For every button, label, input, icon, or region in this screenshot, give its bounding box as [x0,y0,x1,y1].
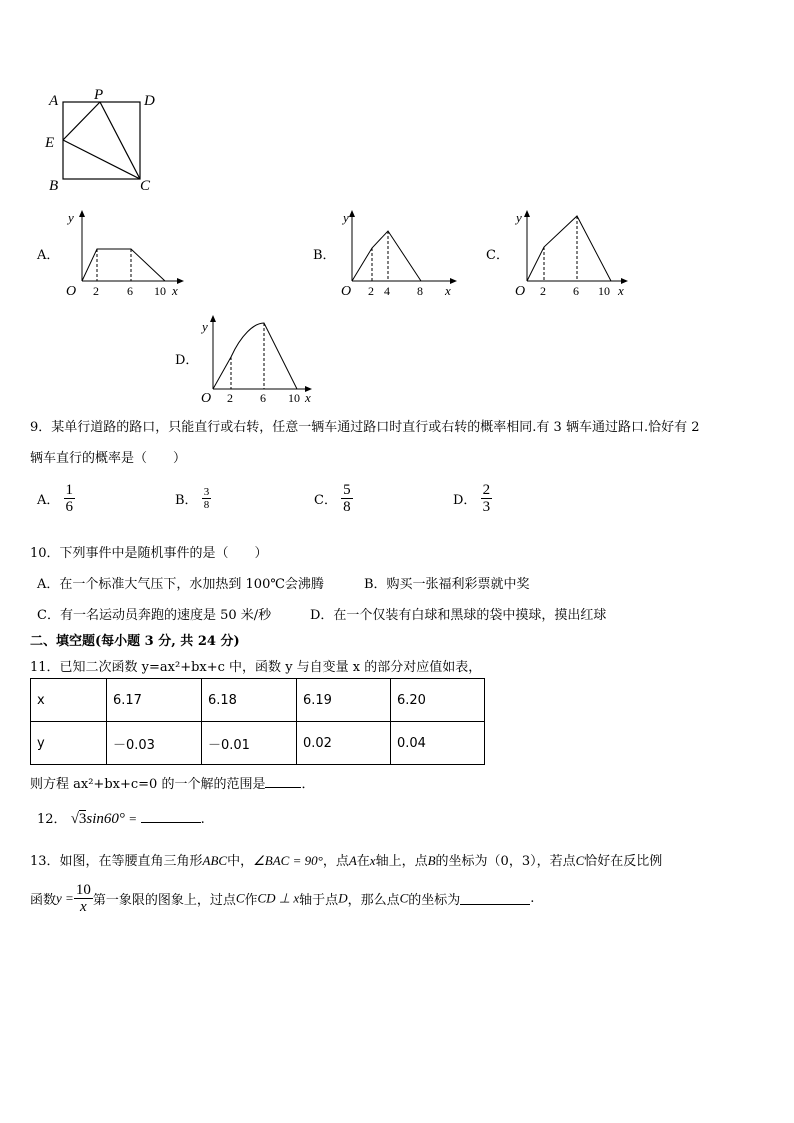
fraction-denominator: 6 [65,499,74,515]
q13-text: 第一象限的图象上，过点 [92,893,236,908]
tick-label: 6 [127,284,133,298]
tick-label: 6 [573,284,579,298]
q13-text: 轴于点 [299,893,339,908]
table-row [31,679,485,722]
tick-label: 2 [368,284,374,298]
tick-label: 2 [227,391,233,405]
sqrt-radicand: 3 [78,811,87,827]
graph-curve [213,323,297,389]
graph-line [527,216,611,281]
q9-line1: 9．某单行道路的路口，只能直行或右转，任意一辆车通过路口时直行或右转的概率相同.有 3 辆车通过路口.恰好有 2 [30,420,700,435]
math-perp: CD ⊥ x [257,890,300,906]
y-arrow [210,315,216,322]
fraction-denominator: x [79,899,87,915]
sqrt-expression: √3 [70,811,87,827]
math-point-b: B [427,853,436,868]
q13-line1 [30,850,662,869]
origin-label: O [201,391,212,405]
x-label: x [172,283,178,298]
option-c-label: C． [486,248,509,263]
q13-end: . [530,891,535,906]
option-label: C． [314,493,337,508]
values-table [30,678,485,765]
equals-sign: = [129,811,137,826]
table-cell: 6.18 [202,679,297,722]
fraction-numerator: 5 [343,482,351,498]
q13-text: 函数 [30,893,57,908]
table-cell: 6.20 [391,679,485,722]
fraction-denominator: 8 [203,499,210,511]
y-arrow [349,210,355,217]
q9-option-b [175,486,211,511]
fraction-numerator: 10 [75,882,91,898]
y-label: y [516,210,522,225]
tick-label: 8 [417,284,423,298]
math-x: x [369,853,376,868]
option-a-graph [62,208,192,300]
q10-stem: 10．下列事件中是随机事件的是（ ） [30,546,268,561]
q11-follow-text: 则方程 ax²+bx+c=0 的一个解的范围是 [30,777,266,792]
q13-text: 的坐标为 [408,893,461,908]
y-arrow [79,210,85,217]
option-a-label: A． [37,248,60,263]
math-y-eq: y = [56,890,74,906]
q13-text: ，那么点 [347,893,400,908]
option-b-label: B． [313,248,336,263]
answer-blank[interactable] [460,892,530,905]
math-point-c: C [235,890,245,906]
tick-label: 6 [260,391,266,405]
label-e: E [45,135,55,151]
label-c: C [140,178,151,194]
option-b-graph [335,208,465,300]
table-cell: －0.01 [202,722,297,765]
square-abcd [63,102,140,179]
fraction-numerator: 3 [203,486,210,498]
fraction-numerator: 1 [65,482,74,498]
segment-ec [63,140,140,179]
math-point-c: C [575,853,585,868]
square-figure [40,85,170,195]
math-point-d: D [338,890,348,906]
q13-text: 作 [244,893,258,908]
graph-line [352,231,421,281]
label-a: A [49,93,59,109]
q12-prefix: 12． [37,812,67,827]
table-cell: －0.03 [107,722,202,765]
q10-option-b: B．购买一张福利彩票就中奖 [364,577,530,592]
segment-ep [63,102,100,140]
segment-pc [100,102,140,179]
table-cell: 0.02 [297,722,391,765]
table-cell: x [31,679,107,722]
x-label: x [618,283,624,298]
label-p: P [94,87,104,103]
y-label: y [343,210,349,225]
fraction-denominator: 3 [482,499,491,515]
tick-label: 2 [540,284,546,298]
graph-line [82,249,165,281]
label-b: B [49,178,59,194]
section-title: 二、填空题(每小题 3 分, 共 24 分) [30,634,240,649]
tick-label: 10 [154,284,166,298]
q10-option-c: C．有一名运动员奔跑的速度是 50 米/秒 [37,608,272,623]
q13-text: 轴上，点 [375,854,428,869]
fraction-denominator: 8 [343,499,351,515]
q11-end: ． [301,777,315,792]
fraction-numerator: 2 [482,482,491,498]
math-angle: ∠BAC = 90° [253,853,323,868]
x-label: x [305,390,311,405]
q13-text: 13．如图，在等腰直角三角形 [30,854,203,869]
q9-option-a [37,482,75,515]
q9-line2: 辆车直行的概率是（ ） [30,451,187,466]
tick-label: 4 [384,284,390,298]
tick-label: 2 [93,284,99,298]
origin-label: O [515,284,526,299]
x-label: x [445,283,451,298]
q13-text: 在 [356,854,370,869]
math-point-c: C [399,890,409,906]
table-cell: 6.17 [107,679,202,722]
option-d-label: D． [175,353,199,368]
table-cell: y [31,722,107,765]
q10-option-a: A．在一个标准大气压下，水加热到 100℃会沸腾 [37,577,324,592]
option-label: B． [175,493,198,508]
q10-option-d: D．在一个仅装有白球和黑球的袋中摸球，摸出红球 [310,608,607,623]
q13-text: 中， [227,854,254,869]
q9-option-d [453,482,492,515]
q12-end: . [200,812,205,827]
origin-label: O [341,284,352,299]
table-cell: 6.19 [297,679,391,722]
trig-expression: sin60° [86,811,125,827]
q9-option-c [314,482,353,515]
origin-label: O [66,284,77,299]
q13-text: 的坐标为（0，3），若点 [435,854,576,869]
q11-stem: 11．已知二次函数 y=ax²+bx+c 中，函数 y 与自变量 x 的部分对应值如表， [30,660,482,675]
tick-label: 10 [598,284,610,298]
q13-text: 恰好在反比例 [584,854,663,869]
table-row [31,722,485,765]
x-arrow [450,278,457,284]
y-label: y [68,210,74,225]
table-cell: 0.04 [391,722,485,765]
q11-follow [30,773,314,792]
q13-line2 [30,882,534,915]
y-arrow [524,210,530,217]
option-d-graph [196,313,326,405]
tick-label: 10 [288,391,300,405]
math-abc: ABC [202,853,228,868]
q13-text: ，点 [322,854,349,869]
q12 [37,808,205,828]
label-d: D [144,93,155,109]
option-label: D． [453,493,477,508]
option-label: A． [37,493,60,508]
option-c-graph [510,208,640,300]
answer-blank[interactable] [141,810,201,823]
y-label: y [202,319,208,334]
answer-blank[interactable] [265,775,301,788]
x-arrow [177,278,184,284]
math-point-a: A [348,853,357,868]
